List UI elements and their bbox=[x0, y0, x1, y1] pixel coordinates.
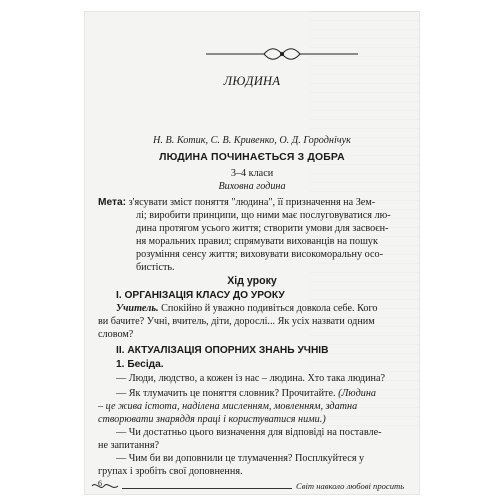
footer bbox=[84, 479, 420, 495]
teacher-label: Учитель. bbox=[116, 303, 159, 314]
conversation-heading: 1. Бесіда. bbox=[116, 359, 164, 370]
dialog-line: — Люди, людство, а кожен із нас – людина. Хто така людина? bbox=[116, 373, 386, 384]
meta-label: Мета: bbox=[98, 197, 127, 208]
dialog-line: — Чим би ви доповнили це тлумачення? Посплкуйтеся у bbox=[116, 453, 365, 464]
lesson-title: ЛЮДИНА ПОЧИНАЄТЬСЯ З ДОБРА bbox=[159, 152, 345, 163]
section-heading-2: ІІ. АКТУАЛІЗАЦІЯ ОПОРНИХ ЗНАНЬ УЧНІВ bbox=[116, 345, 329, 356]
footer-ornament-icon bbox=[90, 481, 120, 491]
teacher-line-1 bbox=[116, 303, 377, 315]
meta-line: лі; виробити принципи, що ними має послуговуватися лю- bbox=[136, 210, 391, 221]
book-page bbox=[84, 11, 420, 495]
teacher-line: ви бачите? Учні, вчитель, діти, дорослі... Як усіх назвати одним bbox=[98, 316, 375, 327]
meta-line: бистість. bbox=[136, 262, 175, 273]
dialog-text: — Як тлумачить це поняття словник? Прочитайте. bbox=[116, 388, 336, 399]
page-number: 6 bbox=[98, 479, 102, 488]
section-heading-1: І. ОРГАНІЗАЦІЯ КЛАСУ ДО УРОКУ bbox=[116, 290, 285, 301]
meta-line: дина протягом усього життя; створити умови для засвоєн- bbox=[136, 223, 389, 234]
dialog-line: — Чи достатньо цього визначення для відповіді на поставле- bbox=[116, 427, 382, 438]
teacher-line: словом? bbox=[98, 329, 134, 340]
meta-line-1 bbox=[98, 197, 375, 209]
footer-text: Світ навколо любові просить bbox=[296, 481, 405, 491]
teacher-text: Спокійно й уважно подивіться довкола себе. Кого bbox=[158, 303, 378, 314]
footer-rule bbox=[122, 488, 292, 489]
lesson-type: Виховна година bbox=[218, 181, 286, 192]
meta-line: ня моральних правил; спрямувати вихованців на пошук bbox=[136, 236, 378, 247]
dialog-line: групах і зробіть свої доповнення. bbox=[98, 466, 243, 477]
meta-text: з'ясувати зміст поняття "людина", її призначення на Зем- bbox=[128, 197, 376, 208]
definition-line: – це жива істота, наділена мисленням, мовленням, здатна bbox=[98, 401, 358, 412]
grade-label: 3–4 класи bbox=[230, 168, 274, 179]
definition-start: (Людина bbox=[338, 388, 376, 399]
dialog-line: не запитання? bbox=[98, 440, 160, 451]
lesson-progress-heading: Хід уроку bbox=[227, 275, 277, 287]
authors: Н. В. Котик, С. В. Кривенко, О. Д. Городнічук bbox=[153, 135, 351, 146]
section-title: ЛЮДИНА bbox=[223, 74, 281, 88]
meta-line: розуміння сенсу життя; виховувати високоморальну осо- bbox=[136, 249, 383, 260]
decorative-ornament-icon bbox=[204, 45, 360, 63]
dialog-line bbox=[116, 388, 376, 400]
definition-line: створювати знаряддя праці і користуватися ними.) bbox=[98, 414, 326, 425]
